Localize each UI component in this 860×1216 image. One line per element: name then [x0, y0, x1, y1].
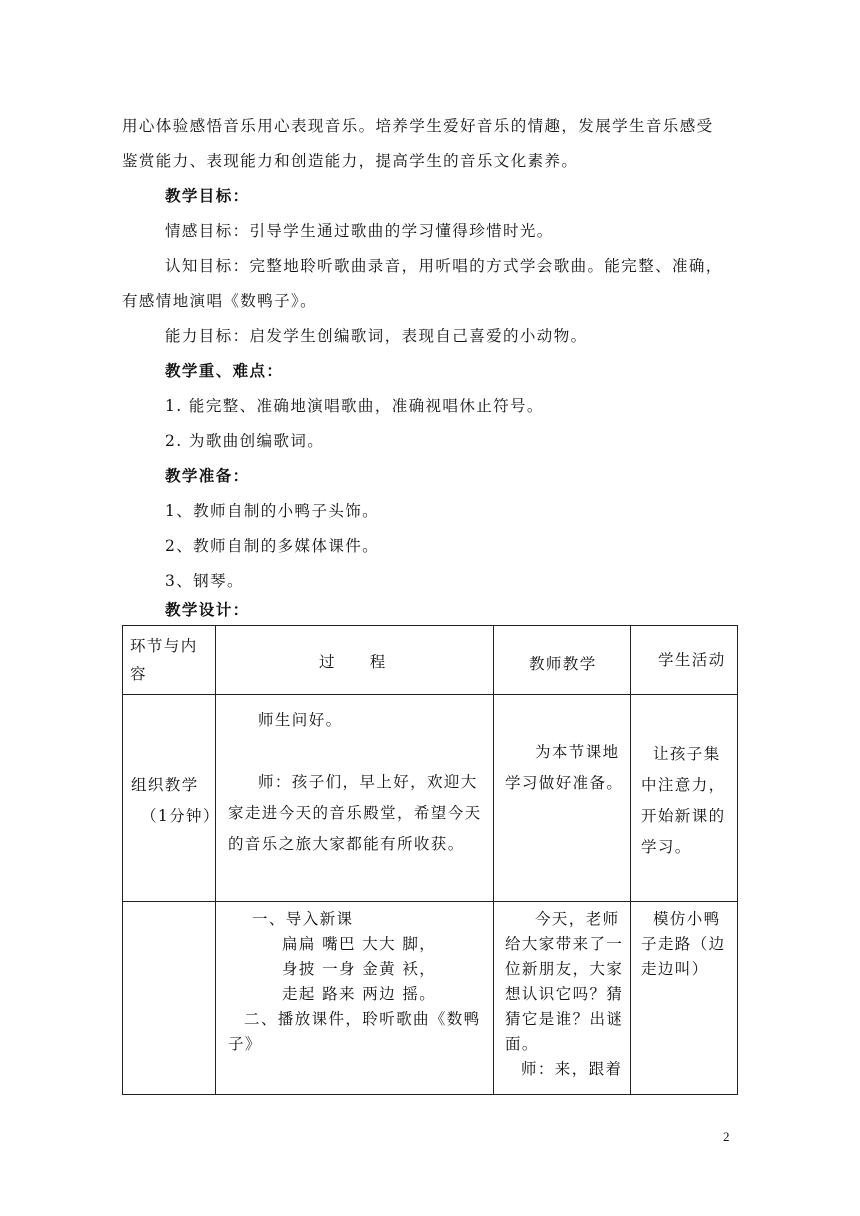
- row2-student-line: 模仿小鸭: [653, 910, 721, 928]
- row2-teacher-line: 今天，老师: [535, 910, 620, 928]
- row1-student: [641, 739, 735, 863]
- row2-process-line: 身披 一身 金黄 袄，: [282, 960, 437, 978]
- row1-student-line: 开始新课的: [641, 807, 726, 825]
- goal-ability: 能力目标：启发学生创编歌词，表现自己喜爱的小动物。: [165, 327, 588, 345]
- row2-student-line: 走边叫）: [641, 960, 709, 978]
- row2-process-line: 二、播放课件，聆听歌曲《数鸭: [244, 1010, 481, 1028]
- header-process: 过 程: [319, 653, 387, 671]
- row1-student-line: 让孩子集: [653, 745, 721, 763]
- row2-teacher-line: 位新朋友，大家: [505, 960, 624, 978]
- row1-process-blank: [228, 736, 490, 767]
- row2-process-line: 一、导入新课: [252, 910, 354, 928]
- row1-stage-line: 组织教学: [131, 776, 199, 794]
- row1-process-line: 师生问好。: [258, 711, 343, 729]
- row1-process-line: 家走进今天的音乐殿堂，希望今天: [228, 804, 482, 822]
- goal-emotion: 情感目标：引导学生通过歌曲的学习懂得珍惜时光。: [165, 222, 554, 240]
- header-student: 学生活动: [658, 651, 726, 669]
- keypoints-heading: 教学重、难点：: [165, 362, 284, 380]
- intro-line-1: 用心体验感悟音乐用心表现音乐。培养学生爱好音乐的情趣，发展学生音乐感受: [122, 117, 714, 135]
- lesson-design-table: [122, 625, 738, 1095]
- page-number: 2: [723, 1129, 730, 1144]
- row2-student-line: 子走路（边: [641, 935, 726, 953]
- goal-cognition: 认知目标：完整地聆听歌曲录音，用听唱的方式学会歌曲。能完整、准确，: [165, 257, 723, 275]
- row1-process-line: 师：孩子们，早上好，欢迎大: [258, 773, 478, 791]
- table-col-divider-2: [493, 625, 494, 1095]
- row2-teacher-line: 给大家带来了一: [505, 935, 624, 953]
- table-border-left: [122, 625, 123, 1095]
- row2-teacher: [505, 907, 629, 1082]
- intro-line-2: 鉴赏能力、表现能力和创造能力，提高学生的音乐文化素养。: [122, 152, 579, 170]
- goals-heading: 教学目标：: [165, 187, 250, 205]
- preparation-heading: 教学准备：: [165, 467, 250, 485]
- table-col-divider-3: [630, 625, 631, 1095]
- goal-cognition-cont: 有感情地演唱《数鸭子》。: [122, 292, 318, 310]
- row1-stage: [131, 770, 220, 832]
- preparation-1: 1、教师自制的小鸭子头饰。: [165, 502, 380, 520]
- preparation-3: 3、钢琴。: [165, 572, 244, 590]
- keypoint-1: 1. 能完整、准确地演唱歌曲，准确视唱休止符号。: [165, 397, 544, 415]
- header-stage: 环节与内容: [130, 637, 198, 683]
- row1-process: [228, 705, 490, 860]
- row2-student: [641, 907, 735, 982]
- row1-stage-duration: （1分钟）: [141, 807, 220, 825]
- design-heading: 教学设计：: [165, 601, 250, 619]
- row1-teacher-line: 为本节课地: [535, 743, 620, 761]
- row2-teacher-line: 想认识它吗？猜: [505, 985, 624, 1003]
- row1-teacher-line: 学习做好准备。: [505, 774, 624, 792]
- row1-process-line: 的音乐之旅大家都能有所收获。: [228, 835, 465, 853]
- keypoint-2: 2. 为歌曲创编歌词。: [165, 432, 325, 450]
- header-teacher: 教师教学: [529, 655, 597, 673]
- table-border-right: [737, 625, 738, 1095]
- row2-process-line: 扁扁 嘴巴 大大 脚，: [282, 935, 437, 953]
- row2-process: [228, 907, 490, 1057]
- row2-teacher-line: 师：来，跟着: [521, 1060, 623, 1078]
- row2-process-line: 走起 路来 两边 摇。: [282, 985, 437, 1003]
- row2-teacher-line: 面。: [505, 1035, 539, 1053]
- row1-student-line: 中注意力，: [641, 776, 726, 794]
- preparation-2: 2、教师自制的多媒体课件。: [165, 537, 380, 555]
- row2-teacher-line: 猜它是谁？出谜: [505, 1010, 624, 1028]
- row1-teacher: [505, 737, 627, 799]
- row1-student-line: 学习。: [641, 838, 692, 856]
- table-col-divider-1: [215, 625, 216, 1095]
- row2-process-line: 子》: [228, 1035, 262, 1053]
